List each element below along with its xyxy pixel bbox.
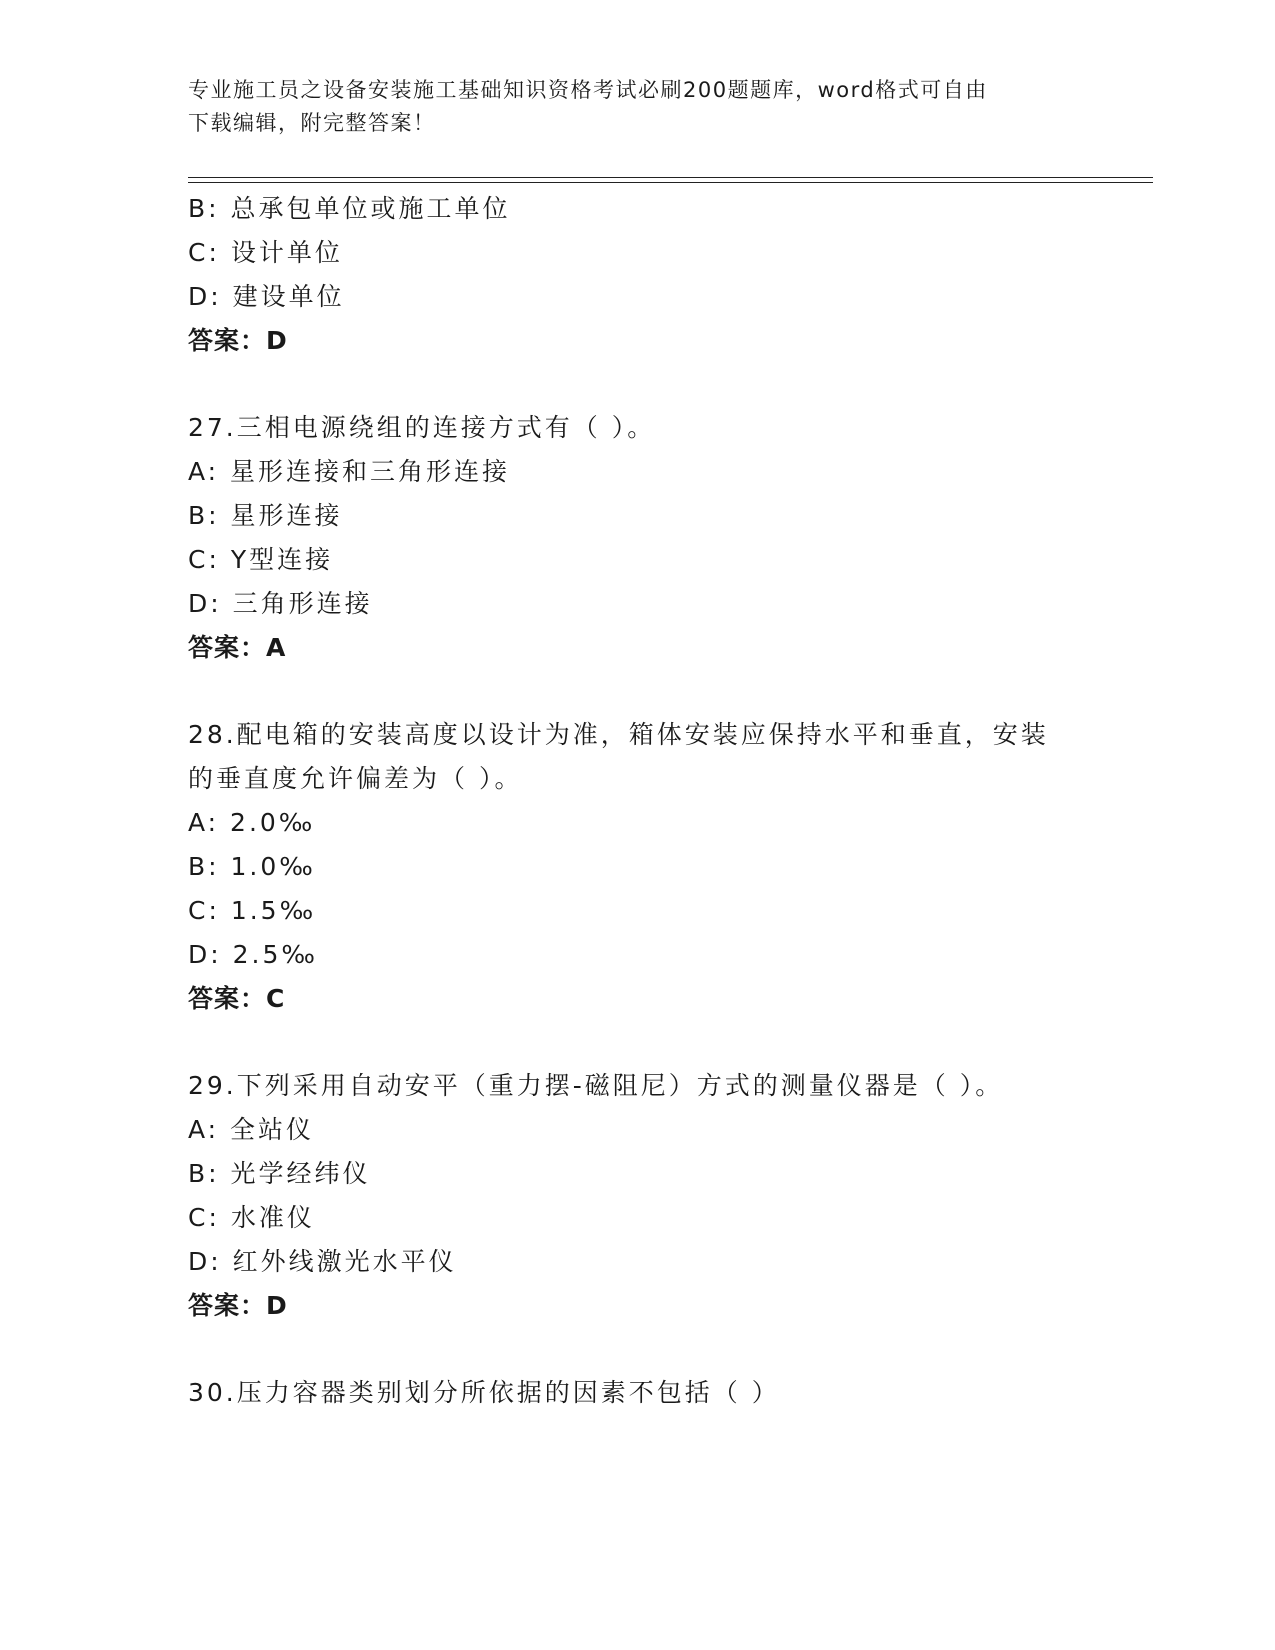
q29-option-d: D: 红外线激光水平仪 xyxy=(188,1247,457,1276)
q29-option-b: B: 光学经纬仪 xyxy=(188,1159,371,1188)
q28-question-line-1: 28.配电箱的安装高度以设计为准，箱体安装应保持水平和垂直，安装 xyxy=(188,720,1049,749)
q27-question: 27.三相电源绕组的连接方式有（ ）。 xyxy=(188,413,656,442)
q28-option-b: B: 1.0‰ xyxy=(188,852,316,881)
q29-question: 29.下列采用自动安平（重力摆-磁阻尼）方式的测量仪器是（ ）。 xyxy=(188,1071,1004,1100)
q27-option-a: A: 星形连接和三角形连接 xyxy=(188,457,511,486)
q26-option-b: B: 总承包单位或施工单位 xyxy=(188,194,511,223)
q28-option-a: A: 2.0‰ xyxy=(188,808,316,837)
document-header xyxy=(188,74,1088,140)
q28-question-line-2: 的垂直度允许偏差为（ ）。 xyxy=(188,764,523,793)
q29-answer: 答案：D xyxy=(188,1291,288,1320)
q26-option-c: C: 设计单位 xyxy=(188,238,343,267)
header-title-line-1: 专业施工员之设备安装施工基础知识资格考试必刷200题题库，word格式可自由 xyxy=(188,78,988,102)
q26-answer: 答案：D xyxy=(188,326,288,355)
header-divider-bottom xyxy=(188,182,1153,183)
q29-option-c: C: 水准仪 xyxy=(188,1203,315,1232)
q28-option-d: D: 2.5‰ xyxy=(188,940,318,969)
q27-option-c: C: Y型连接 xyxy=(188,545,334,574)
q28-answer: 答案：C xyxy=(188,984,286,1013)
q29-option-a: A: 全站仪 xyxy=(188,1115,315,1144)
q27-option-b: B: 星形连接 xyxy=(188,501,343,530)
q28-option-c: C: 1.5‰ xyxy=(188,896,317,925)
q27-option-d: D: 三角形连接 xyxy=(188,589,373,618)
q26-option-d: D: 建设单位 xyxy=(188,282,345,311)
header-title-line-2: 下载编辑，附完整答案！ xyxy=(188,111,436,135)
q30-question: 30.压力容器类别划分所依据的因素不包括（ ） xyxy=(188,1378,780,1407)
q27-answer: 答案：A xyxy=(188,633,287,662)
header-divider-top xyxy=(188,177,1153,178)
